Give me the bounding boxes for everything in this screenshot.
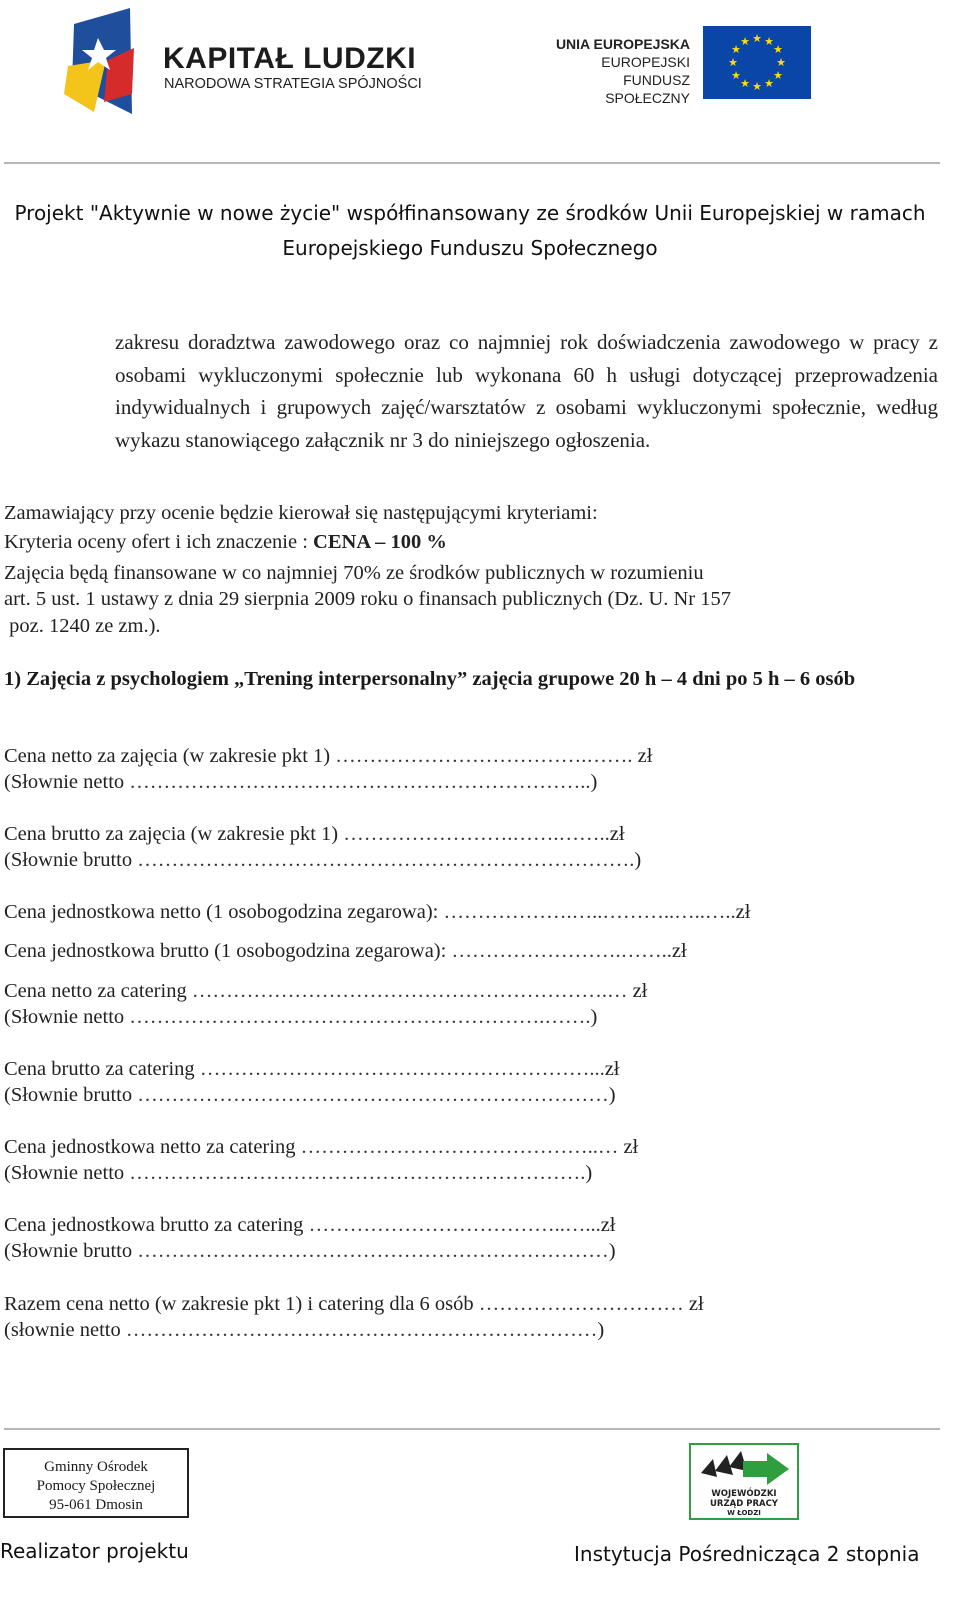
form-row[interactable]: Cena jednostkowa brutto (1 osobogodzina zegarowa): …………………….……..zł — [4, 940, 687, 962]
svg-text:★: ★ — [764, 35, 774, 48]
form-row[interactable]: Cena brutto za catering …………………………………………………...zł — [4, 1058, 620, 1080]
form-row[interactable]: Cena jednostkowa netto (1 osobogodzina zegarowa): ……………….…..………..…..…..zł — [4, 901, 751, 923]
form-row[interactable]: (Słownie brutto ……………………………………………………………) — [4, 1240, 616, 1262]
kapital-ludzki-subtitle: NARODOWA STRATEGIA SPÓJNOŚCI — [164, 76, 422, 92]
svg-text:★: ★ — [740, 35, 750, 48]
criteria-line — [4, 531, 447, 554]
intro-paragraph: zakresu doradztwa zawodowego oraz co najmniej rok doświadczenia zawodowego w pracy z osobami wykluczonymi społecznie lub wykonana 60 h usługi dotyczącej przeprowadzenia indywidualnych i grupowych zajęć/warsztatów z osobami wykluczonymi społecznie, według wykazu stanowiącego załącznik nr 3 do niniejszego ogłoszenia. — [115, 330, 938, 452]
wup-lodz-logo — [689, 1443, 799, 1520]
gops-stamp — [3, 1448, 189, 1518]
eu-line-2: EUROPEJSKI — [601, 54, 690, 70]
gops-line-2: Pomocy Społecznej — [36, 1478, 156, 1494]
form-row[interactable]: Razem cena netto (w zakresie pkt 1) i catering dla 6 osób ………………………… zł — [4, 1293, 704, 1315]
funding-line-2: art. 5 ust. 1 ustawy z dnia 29 sierpnia 2009 roku o finansach publicznych (Dz. U. Nr 157 — [4, 588, 732, 610]
form-row[interactable]: Cena brutto za zajęcia (w zakresie pkt 1) …………………….…….……..zł — [4, 823, 625, 845]
form-row[interactable]: Cena jednostkowa netto za catering ……………………………………..… zł — [4, 1136, 639, 1158]
svg-text:★: ★ — [773, 43, 783, 56]
header-divider — [4, 162, 940, 164]
instytucja-label: Instytucja Pośrednicząca 2 stopnia — [574, 1542, 920, 1566]
criteria-intro: Zamawiający przy ocenie będzie kierował się następującymi kryteriami: — [4, 502, 598, 524]
funding-line-1: Zajęcia będą finansowane w co najmniej 70% ze środków publicznych w rozumieniu — [4, 562, 704, 584]
kapital-ludzki-title: KAPITAŁ LUDZKI — [163, 42, 417, 75]
gops-line-1: Gminny Ośrodek — [44, 1459, 148, 1475]
form-row[interactable]: (Słownie brutto ……………………………………………………………….) — [4, 849, 642, 871]
svg-text:★: ★ — [731, 43, 741, 56]
svg-text:★: ★ — [773, 69, 783, 82]
svg-text:★: ★ — [740, 77, 750, 90]
funding-line-3: poz. 1240 ze zm.). — [4, 615, 161, 637]
form-row[interactable]: Cena jednostkowa brutto za catering ………………………………..…...zł — [4, 1214, 616, 1236]
criteria-label: Kryteria oceny ofert i ich znaczenie : — [4, 531, 314, 553]
project-title-line-2: Europejskiego Funduszu Społecznego — [282, 236, 658, 260]
eu-fund-text — [538, 35, 690, 107]
section-heading: 1) Zajęcia z psychologiem „Trening interpersonalny” zajęcia grupowe 20 h – 4 dni po 5 h – 6 osób — [4, 668, 856, 690]
eu-line-1: UNIA EUROPEJSKA — [555, 36, 690, 52]
svg-text:★: ★ — [752, 32, 762, 45]
form-row[interactable]: (Słownie netto ………………………………………………………….) — [4, 1162, 593, 1184]
project-title-line-1: Projekt "Aktywnie w nowe życie" współfinansowany ze środków Unii Europejskiej w ramach — [14, 201, 926, 225]
form-row[interactable]: (Słownie netto …………………………………………………….…….) — [4, 1006, 598, 1028]
wup-line-1: WOJEWÓDZKI — [711, 1489, 777, 1499]
form-row[interactable]: (Słownie netto …………………………………………………………..) — [4, 771, 598, 793]
wup-line-3: W ŁODZI — [727, 1509, 761, 1517]
form-row[interactable]: (słownie netto ……………………………………………………………) — [4, 1319, 605, 1341]
footer-divider — [4, 1428, 940, 1430]
form-row[interactable]: Cena netto za zajęcia (w zakresie pkt 1) ……………………………….……. zł — [4, 745, 653, 767]
svg-text:★: ★ — [776, 56, 786, 69]
form-row[interactable]: Cena netto za catering …………………………………………………….… zł — [4, 980, 648, 1002]
project-title — [0, 196, 940, 266]
svg-text:★: ★ — [764, 77, 774, 90]
criteria-value: CENA – 100 % — [313, 531, 447, 553]
svg-text:★: ★ — [731, 69, 741, 82]
svg-text:★: ★ — [728, 56, 738, 69]
realizator-label: Realizator projektu — [0, 1539, 189, 1563]
wup-line-2: URZĄD PRACY — [710, 1499, 778, 1509]
gops-line-3: 95-061 Dmosin — [49, 1497, 143, 1513]
svg-text:★: ★ — [752, 80, 762, 93]
form-row[interactable]: (Słownie brutto ……………………………………………………………) — [4, 1084, 616, 1106]
eu-flag-icon — [703, 26, 811, 99]
eu-line-3: FUNDUSZ SPOŁECZNY — [605, 72, 690, 106]
